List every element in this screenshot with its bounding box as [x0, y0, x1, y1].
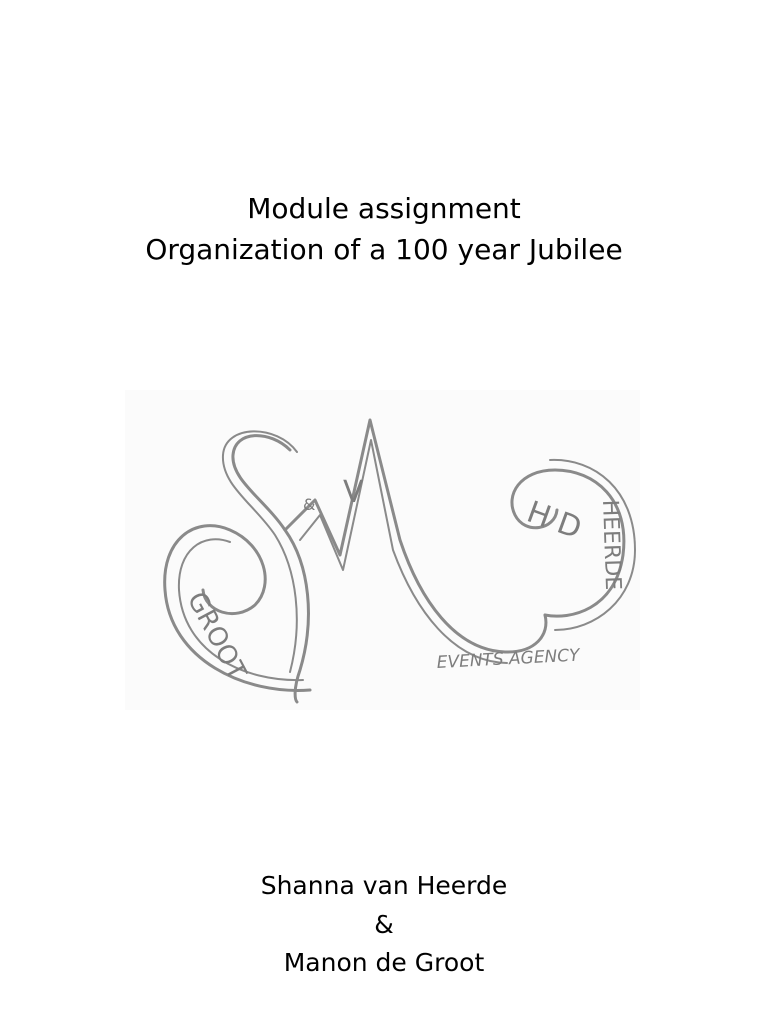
logo-text-hd: H D — [522, 494, 587, 547]
agency-logo — [125, 390, 640, 710]
author-2: Manon de Groot — [283, 948, 485, 977]
logo-tagline: EVENTS AGENCY — [436, 645, 581, 673]
logo-text-heerde: HEERDE — [597, 499, 626, 591]
logo-drawing — [125, 390, 640, 710]
title-line-1: Module assignment — [247, 192, 521, 225]
logo-letter-m — [285, 420, 546, 652]
document-title — [0, 188, 768, 270]
title-line-2: Organization of a 100 year Jubilee — [145, 233, 623, 266]
logo-text-groot: GROOT — [180, 587, 252, 686]
author-connector: & — [374, 909, 394, 939]
logo-text-v: V — [343, 475, 364, 510]
authors — [0, 867, 768, 983]
author-1: Shanna van Heerde — [260, 871, 508, 900]
logo-text-ampersand: & — [303, 495, 316, 514]
